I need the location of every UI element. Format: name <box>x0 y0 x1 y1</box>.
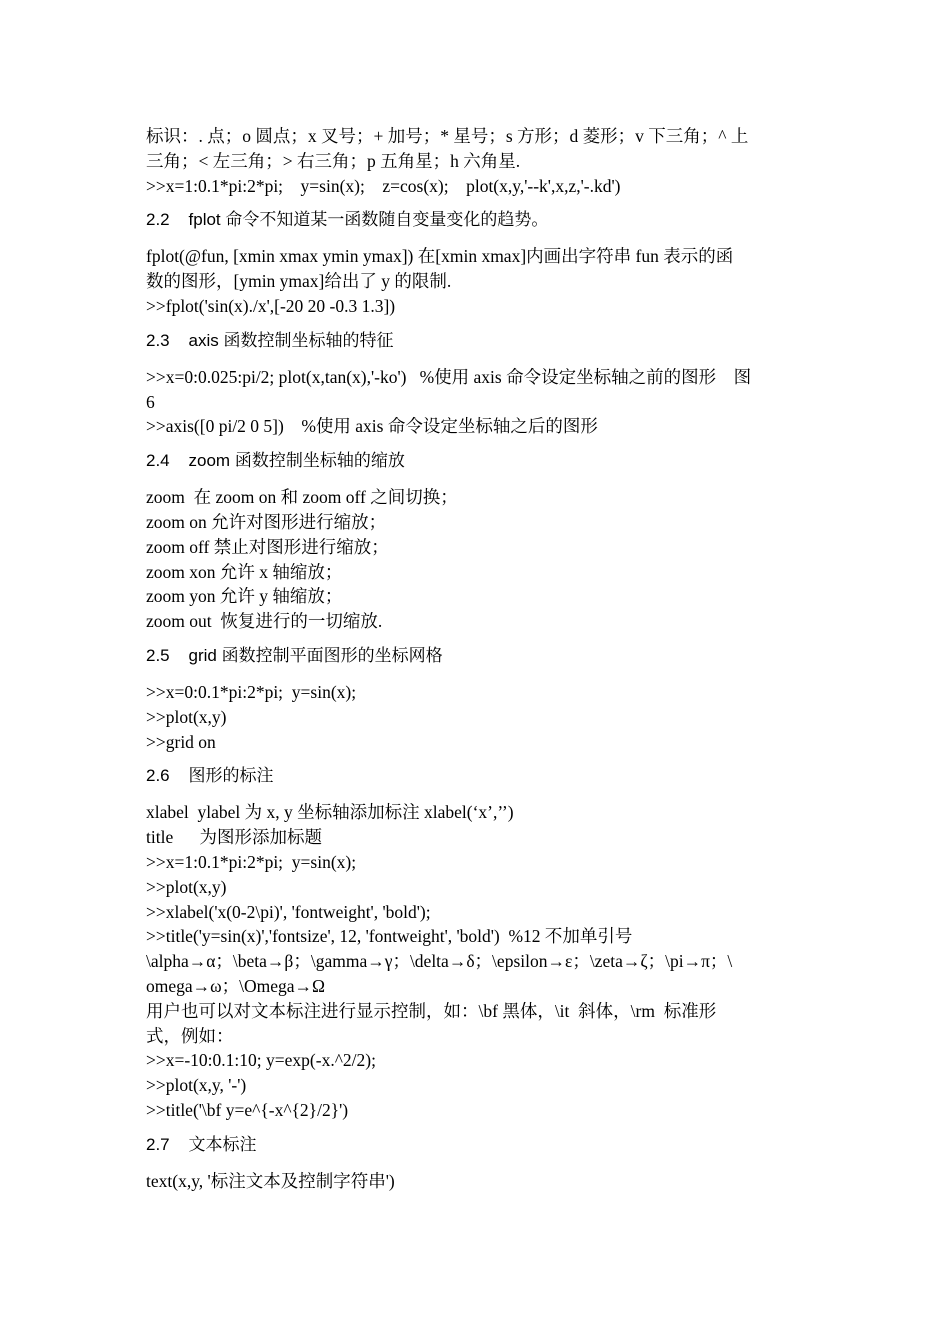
text-line: zoom 在 zoom on 和 zoom off 之间切换； <box>146 487 458 508</box>
section-2-5-body <box>146 680 806 754</box>
section-2-2-body <box>146 244 806 318</box>
section-heading-2-2: 2.2 fplot 命令不知道某一函数随自变量变化的趋势。 <box>146 210 549 230</box>
code-line: >>x=1:0.1*pi:2*pi; y=sin(x); <box>146 851 357 872</box>
text-line: title 为图形添加标题 <box>146 827 322 848</box>
code-line: text(x,y, '标注文本及控制字符串') <box>146 1170 395 1191</box>
code-line: >>grid on <box>146 731 216 752</box>
section-heading-2-3: 2.3 axis 函数控制坐标轴的特征 <box>146 330 394 350</box>
text-line: 6 <box>146 391 155 412</box>
code-line: >>x=1:0.1*pi:2*pi; y=sin(x); z=cos(x); plot(x,y,'--k',x,z,'-.kd') <box>146 175 621 196</box>
section-2-6-body <box>146 800 806 1122</box>
section-2-7-body <box>146 1169 806 1194</box>
text-line: fplot(@fun, [xmin xmax ymin ymax]) 在[xmin xmax]内画出字符串 fun 表示的函 <box>146 246 734 267</box>
section-heading-2-6: 2.6 图形的标注 <box>146 766 274 786</box>
code-line: >>title('\bf y=e^{-x^{2}/2}') <box>146 1099 349 1120</box>
code-line: >>x=-10:0.1:10; y=exp(-x.^2/2); <box>146 1050 376 1071</box>
code-line: >>title('y=sin(x)','fontsize', 12, 'fontweight', 'bold') %12 不加单引号 <box>146 926 633 947</box>
section-heading-2-4: 2.4 zoom 函数控制坐标轴的缩放 <box>146 451 405 471</box>
code-line: >>plot(x,y) <box>146 876 227 897</box>
text-line: zoom off 禁止对图形进行缩放； <box>146 536 389 557</box>
document-body <box>146 124 806 1194</box>
section-heading-2-5: 2.5 grid 函数控制平面图形的坐标网格 <box>146 645 443 665</box>
marker-list-line: 三角；< 左三角；> 右三角；p 五角星；h 六角星. <box>146 150 521 171</box>
code-line: >>fplot('sin(x)./x',[-20 20 -0.3 1.3]) <box>146 295 396 316</box>
text-line: zoom xon 允许 x 轴缩放； <box>146 561 343 582</box>
section-2-3-body <box>146 365 806 439</box>
text-line: 数的图形，[ymin ymax]给出了 y 的限制. <box>146 271 452 292</box>
code-line: >>plot(x,y) <box>146 706 227 727</box>
text-line: zoom out 恢复进行的一切缩放. <box>146 611 383 632</box>
code-line: >>x=0:0.025:pi/2; plot(x,tan(x),'-ko') %使用 axis 命令设定坐标轴之前的图形 图 <box>146 366 752 387</box>
section-2-4-body <box>146 485 806 634</box>
text-line: xlabel ylabel 为 x, y 坐标轴添加标注 xlabel(‘x’,’’) <box>146 802 514 823</box>
text-line: 用户也可以对文本标注进行显示控制，如：\bf 黑体，\it 斜体，\rm 标准形 <box>146 1000 717 1021</box>
greek-symbol-line: omega→ω；\Omega→Ω <box>146 975 326 996</box>
code-line: >>x=0:0.1*pi:2*pi; y=sin(x); <box>146 681 357 702</box>
code-line: >>axis([0 pi/2 0 5]) %使用 axis 命令设定坐标轴之后的图形 <box>146 416 598 437</box>
code-line: >>xlabel('x(0-2\pi)', 'fontweight', 'bold'); <box>146 901 431 922</box>
text-line: 式，例如： <box>146 1025 234 1046</box>
marker-intro <box>146 124 806 198</box>
text-line: zoom yon 允许 y 轴缩放； <box>146 586 343 607</box>
text-line: zoom on 允许对图形进行缩放； <box>146 511 387 532</box>
section-heading-2-7: 2.7 文本标注 <box>146 1134 257 1154</box>
code-line: >>plot(x,y, '-') <box>146 1075 247 1096</box>
marker-list-line: 标识：. 点；o 圆点；x 叉号；+ 加号；* 星号；s 方形；d 菱形；v 下三角；^ 上 <box>146 126 749 146</box>
greek-symbol-line: \alpha→α；\beta→β；\gamma→γ；\delta→δ；\epsilon→ε；\zeta→ζ；\pi→π；\ <box>146 951 733 972</box>
